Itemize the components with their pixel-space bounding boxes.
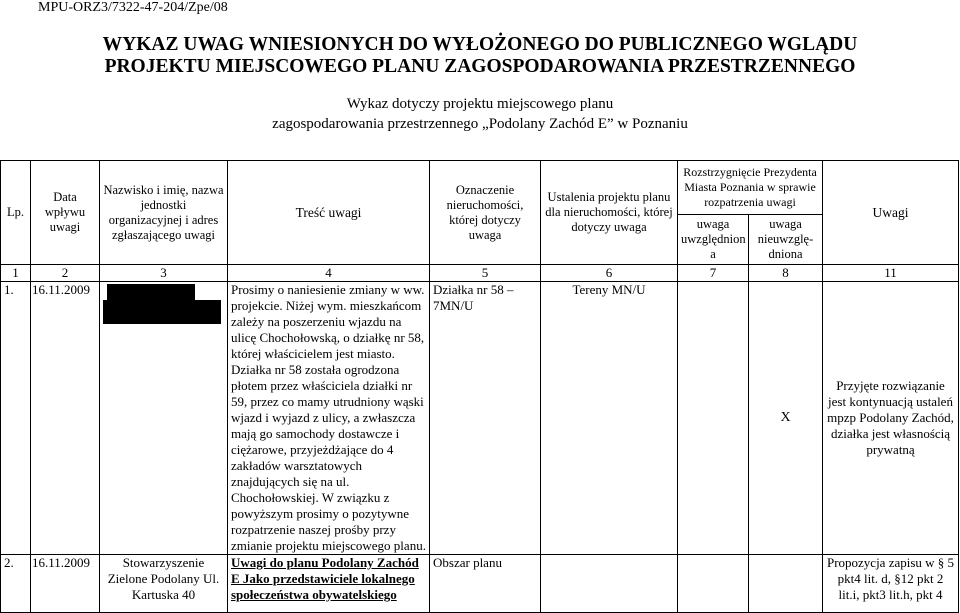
column-number: 5 <box>430 265 541 282</box>
redacted-block <box>107 284 195 300</box>
row-rejected <box>749 555 823 613</box>
header-rejected: uwaga nieuwzglę- dniona <box>749 215 823 265</box>
header-plan-provisions: Ustalenia projektu planu dla nieruchomości, której dotyczy uwaga <box>541 161 678 265</box>
page-subtitle <box>0 94 960 134</box>
page-title <box>0 34 960 78</box>
header-accepted: uwaga uwzględnion a <box>678 215 749 265</box>
header-submitter: Nazwisko i imię, nazwa jednostki organizacyjnej i adres zgłaszającego uwagi <box>100 161 228 265</box>
column-number: 8 <box>749 265 823 282</box>
header-date: Data wpływu uwagi <box>31 161 100 265</box>
title-line-2: PROJEKTU MIEJSCOWEGO PLANU ZAGOSPODAROWANIA PRZESTRZENNEGO <box>104 56 856 77</box>
table-row <box>1 282 959 555</box>
row-date: 16.11.2009 <box>31 282 100 555</box>
column-number: 1 <box>1 265 31 282</box>
column-number: 11 <box>823 265 959 282</box>
row-rejected-mark: X <box>749 282 823 555</box>
row-accepted <box>678 555 749 613</box>
column-number: 2 <box>31 265 100 282</box>
header-content: Treść uwagi <box>228 161 430 265</box>
row-plan-provisions <box>541 555 678 613</box>
document-reference: MPU-ORZ3/7322-47-204/Zpe/08 <box>38 0 228 15</box>
header-property: Oznaczenie nieruchomości, której dotyczy uwaga <box>430 161 541 265</box>
row-property: Działka nr 58 – 7MN/U <box>430 282 541 555</box>
row-lp: 1. <box>1 282 31 555</box>
header-lp: Lp. <box>1 161 31 265</box>
table-row <box>1 555 959 613</box>
subtitle-line-1: Wykaz dotyczy projektu miejscowego planu <box>346 96 614 112</box>
row-property: Obszar planu <box>430 555 541 613</box>
redacted-block <box>103 300 221 324</box>
row-lp: 2. <box>1 555 31 613</box>
subtitle-line-2: zagospodarowania przestrzennego „Podolany Zachód E” w Poznaniu <box>272 116 688 132</box>
row-accepted <box>678 282 749 555</box>
title-line-1: WYKAZ UWAG WNIESIONYCH DO WYŁOŻONEGO DO PUBLICZNEGO WGLĄDU <box>102 34 858 55</box>
column-number: 7 <box>678 265 749 282</box>
row-submitter <box>100 282 228 555</box>
remarks-table <box>0 160 959 613</box>
row-plan-provisions: Tereny MN/U <box>541 282 678 555</box>
column-number: 6 <box>541 265 678 282</box>
column-number: 3 <box>100 265 228 282</box>
row-remarks: Propozycja zapisu w § 5 pkt4 lit. d, §12 pkt 2 lit.i, pkt3 lit.h, pkt 4 <box>823 555 959 613</box>
row-content: Uwagi do planu Podolany Zachód E Jako przedstawiciele lokalnego społeczeństwa obywatelskiego <box>228 555 430 613</box>
row-remarks: Przyjęte rozwiązanie jest kontynuacją ustaleń mpzp Podolany Zachód, działka jest własnością prywatną <box>823 282 959 555</box>
row-date: 16.11.2009 <box>31 555 100 613</box>
row-content: Prosimy o naniesienie zmiany w ww. projekcie. Niżej wym. mieszkańcom zależy na poszerzeniu wjazdu na ulicę Chochołowską, o działkę nr 58, której właścicielem jest miasto. Działka nr 58 została ogrodzona płotem przez właściciela działki nr 59, przez co mamy utrudniony wąski wjazd i wyjazd z ulicy, a zwłaszcza mają go samochody dostawcze i ciężarowe, przyjeżdżające do 4 zakładów warsztatowych znajdujących się na ul. Chochołowskiej. W związku z powyższym prosimy o pozytywne rozpatrzenie naszej prośby przy zmianie projektu miejscowego planu. <box>228 282 430 555</box>
row-submitter: Stowarzyszenie Zielone Podolany Ul. Kartuska 40 <box>100 555 228 613</box>
header-decision: Rozstrzygnięcie Prezydenta Miasta Poznania w sprawie rozpatrzenia uwagi <box>678 161 823 215</box>
column-number: 4 <box>228 265 430 282</box>
header-remarks: Uwagi <box>823 161 959 265</box>
